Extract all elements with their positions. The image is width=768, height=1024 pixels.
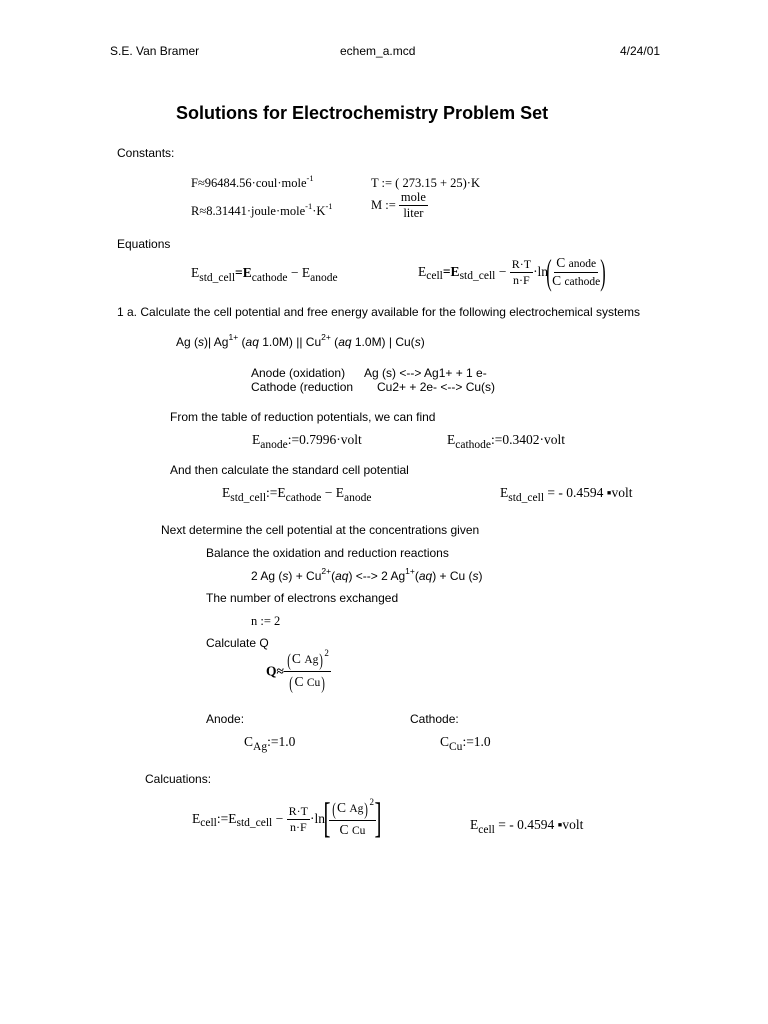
E-cell-result: Ecell = - 0.4594 ▪volt [470,817,584,836]
standard-potential-text: And then calculate the standard cell potential [170,463,409,477]
page-title: Solutions for Electrochemistry Problem Set [176,103,549,123]
anode-reaction: Ag (s) <--> Ag1+ + 1 e- [364,366,487,380]
Q-expression: Q≈ $\frac{(C Ag)^2}{\text{(C Cu)}}$ [266,648,329,693]
C-Cu-assign: CCu:=1.0 [440,734,491,753]
constant-faraday: F≈96484.56·coul·mole$^{-1}$ [191,173,314,190]
cathode-heading: Cathode: [410,712,459,726]
header-date: 4/24/01 [620,44,661,58]
electrons-text: The number of electrons exchanged [206,591,399,605]
constant-molarity: M := $\frac{\text{mole}}{\text{liter}}$ [371,190,426,220]
next-step-text: Next determine the cell potential at the concentrations given [161,523,480,537]
reduction-table-text: From the table of reduction potentials, we can find [170,410,436,424]
E-cathode-assign: Ecathode:=0.3402·volt [447,432,566,451]
constant-gas: $R\approx 8.31441\cdot joule\cdot mole^{-1}\cdot K^{-1}$ [191,201,333,218]
C-Ag-assign: CAg:=1.0 [244,734,296,753]
balance-text: Balance the oxidation and reduction reactions [206,546,449,560]
cathode-reaction: Cu2+ + 2e- <--> Cu(s) [377,380,496,394]
problem-1a-text: 1 a. Calculate the cell potential and free energy available for the following electrochemical systems [117,305,640,319]
calculations-label: Calcuations: [145,772,212,786]
constant-temperature: T := ( 273.15 + 25)·K [371,176,480,190]
n-assign: n := 2 [251,614,281,628]
header-author: S.E. Van Bramer [110,44,200,58]
balanced-reaction: 2 Ag $(s) + Cu^{2+}(aq)$ <--> 2 $Ag^{1+}(aq) + Cu$ (s) [251,566,483,583]
cell-notation: Ag (s)| $Ag^{1+}$ (aq 1.0M) || $Cu^{2+}$ (aq 1.0M) | Cu(s) [176,332,425,349]
E-cell-assign: Ecell:=Estd_cell − $\frac{R\cdot T}{n\cdot F}$ ·ln[ $\frac{(C Ag)^2}{\text{C Cu}}$ ] [192,796,382,842]
constants-label: Constants: [117,146,175,160]
anode-heading: Anode: [206,712,245,726]
equations-label: Equations [117,237,171,251]
E-std-cell-result: Estd_cell = - 0.4594 ▪volt [500,485,633,504]
E-std-cell-assign: Estd_cell:=Ecathode − Eanode [222,485,372,504]
equation-std-cell: Estd_cell=Ecathode − Eanode [191,265,338,284]
calculate-q-text: Calculate Q [206,636,269,650]
cathode-label: Cathode (reduction [251,380,354,394]
anode-label: Anode (oxidation) [251,366,346,380]
header-file: echem_a.mcd [340,44,416,58]
E-anode-assign: Eanode:=0.7996·volt [252,432,362,451]
equation-nernst: Ecell=Estd_cell − $\frac{R\cdot T}{n\cdot F}$ ·ln( $\frac{\text{C anode}}{\text{C cathode}}$ ) [418,252,606,292]
